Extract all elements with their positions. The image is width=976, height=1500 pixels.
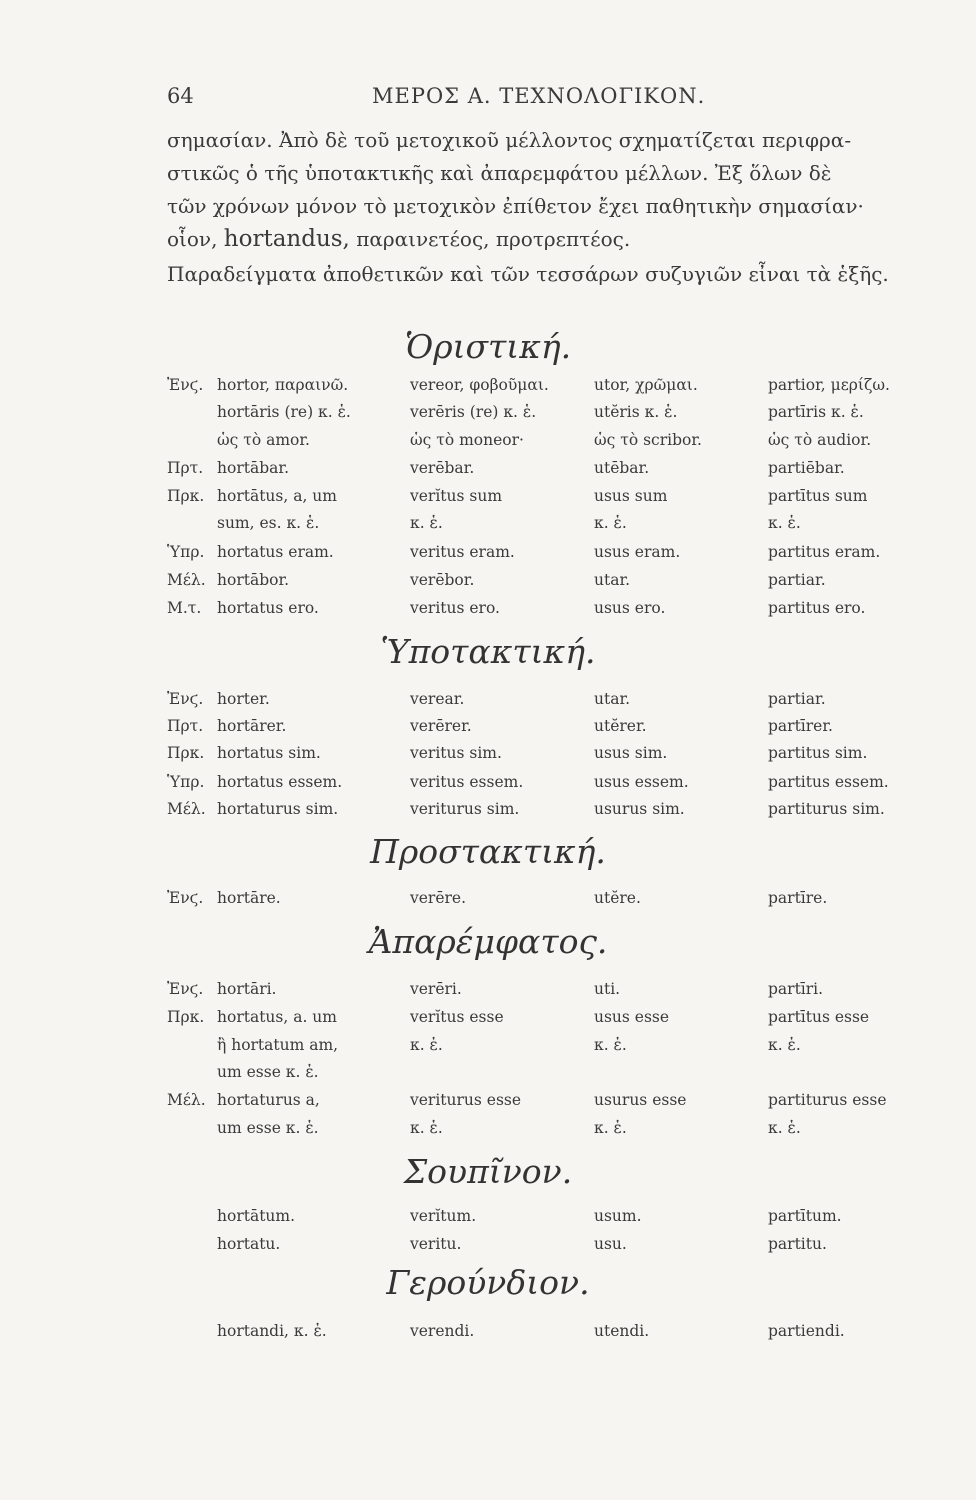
tense-label: Ἐνϛ. [167,980,204,998]
verb-hortor: hortābor. [217,571,290,589]
verb-utor: usus sim. [594,744,668,762]
table-row [0,543,976,569]
verb-partior: partiar. [768,571,826,589]
verb-utor: utendi. [594,1322,650,1340]
tense-label: Μέλ. [167,1091,206,1109]
verb-utor: utar. [594,571,631,589]
table-row [0,1235,976,1261]
verb-utor: usus esse [594,1008,670,1026]
latin-example: hortandus, [223,226,350,252]
table-row [0,1091,976,1117]
tense-label: Πρτ. [167,717,204,735]
verb-partior: partiar. [768,690,826,708]
tense-label: Ὑπρ. [167,543,205,561]
verb-hortor: hortātum. [217,1207,296,1225]
page-header [167,84,887,114]
verb-vereor: veritus sim. [410,744,502,762]
tense-label: Ὑπρ. [167,773,205,791]
verb-hortor: sum, es. κ. ἑ. [217,514,320,532]
verb-partior: partītus esse [768,1008,870,1026]
verb-utor: utĕrer. [594,717,647,735]
verb-partior: partitus sim. [768,744,868,762]
tense-label: Πρκ. [167,744,205,762]
verb-utor: usus sum [594,487,668,505]
verb-hortor: hortatus eram. [217,543,334,561]
tense-label: Μέλ. [167,571,206,589]
verb-partior: κ. ἑ. [768,1119,801,1137]
verb-vereor: verēbar. [410,459,475,477]
verb-utor: κ. ἑ. [594,1119,627,1137]
intro-line: τῶν χρόνων μόνον τὸ μετοχικὸν ἐπίθετον ἔχει παθητικὴν σημασίαν· [167,194,864,218]
verb-hortor: hortābar. [217,459,289,477]
tense-label: Ἐνϛ. [167,690,204,708]
section-heading: Ἀπαρέμφατος. [368,922,608,961]
verb-partior: partiturus esse [768,1091,887,1109]
verb-partior: partīre. [768,889,828,907]
tense-label: Ἐνϛ. [167,376,204,394]
verb-partior: ὡς τὸ audior. [768,431,872,449]
tense-label: Μ.τ. [167,599,202,617]
verb-hortor: hortatu. [217,1235,281,1253]
verb-partior: partitus eram. [768,543,881,561]
verb-utor: usus eram. [594,543,681,561]
section-heading: Σουπῖνον. [403,1152,573,1191]
verb-vereor: κ. ἑ. [410,1119,443,1137]
table-row [0,717,976,743]
verb-vereor: verendi. [410,1322,475,1340]
verb-hortor: hortandi, κ. ἑ. [217,1322,327,1340]
verb-partior: partitus essem. [768,773,889,791]
verb-partior: partiēbar. [768,459,845,477]
verb-vereor: verear. [410,690,465,708]
table-row [0,1008,976,1034]
intro-line: στικῶς ὁ τῆς ὑποτακτικῆς καὶ ἀπαρεμφάτου μέλλων. Ἐξ ὅλων δὲ [167,161,832,185]
verb-vereor: verēri. [410,980,462,998]
verb-partior: partītum. [768,1207,842,1225]
verb-vereor: verērer. [410,717,472,735]
intro-line: σημασίαν. Ἀπὸ δὲ τοῦ μετοχικοῦ μέλλοντος σχηματίζεται περιφρα- [167,128,852,152]
verb-hortor: horter. [217,690,270,708]
verb-partior: partior, μερίζω. [768,376,890,394]
verb-vereor: verēris (re) κ. ἑ. [410,403,537,421]
intro-text: οἷον, [167,227,224,251]
verb-utor: utĕris κ. ἑ. [594,403,678,421]
table-row [0,487,976,513]
verb-vereor: κ. ἑ. [410,514,443,532]
tense-label: Ἐνϛ. [167,889,204,907]
section-heading: Γερούνδιον. [386,1263,590,1302]
verb-partior: partīri. [768,980,824,998]
verb-vereor: verēre. [410,889,467,907]
table-row [0,571,976,597]
verb-hortor: hortatus, a. um [217,1008,337,1026]
verb-vereor: veritu. [410,1235,462,1253]
verb-utor: utar. [594,690,631,708]
verb-partior: partitu. [768,1235,827,1253]
table-row [0,800,976,826]
verb-vereor: veriturus esse [410,1091,522,1109]
verb-utor: usu. [594,1235,627,1253]
verb-utor: κ. ἑ. [594,1036,627,1054]
tense-label: Πρκ. [167,487,205,505]
verb-hortor: hortāre. [217,889,281,907]
verb-vereor: κ. ἑ. [410,1036,443,1054]
table-row [0,431,976,457]
verb-hortor: hortatus essem. [217,773,343,791]
verb-utor: usurus esse [594,1091,687,1109]
table-row [0,773,976,799]
intro-line [167,223,937,256]
verb-partior: κ. ἑ. [768,1036,801,1054]
verb-hortor: hortor, παραινῶ. [217,376,349,394]
table-row [0,1207,976,1233]
verb-utor: utĕre. [594,889,641,907]
verb-partior: partitus ero. [768,599,866,617]
table-row [0,690,976,716]
tense-label: Μέλ. [167,800,206,818]
table-row [0,1322,976,1348]
intro-line: Παραδείγματα ἀποθετικῶν καὶ τῶν τεσσάρων συζυγιῶν εἶναι τὰ ἑξῆς. [167,262,889,286]
verb-hortor: um esse κ. ἑ. [217,1119,319,1137]
table-row [0,376,976,402]
table-row [0,1119,976,1145]
table-row [0,514,976,540]
verb-partior: partīris κ. ἑ. [768,403,864,421]
verb-hortor: hortārer. [217,717,287,735]
verb-partior: partīrer. [768,717,833,735]
verb-utor: κ. ἑ. [594,514,627,532]
table-row [0,599,976,625]
table-row [0,403,976,429]
table-row [0,889,976,915]
table-row [0,744,976,770]
verb-hortor: ὡς τὸ amor. [217,431,310,449]
verb-utor: uti. [594,980,621,998]
verb-hortor: hortāri. [217,980,277,998]
verb-hortor: hortaturus sim. [217,800,339,818]
verb-hortor: um esse κ. ἑ. [217,1063,319,1081]
verb-hortor: hortātus, a, um [217,487,337,505]
intro-paragraph [167,124,937,291]
verb-hortor: ἢ hortatum am, [217,1036,339,1054]
verb-hortor: hortatus ero. [217,599,319,617]
section-heading: Ὑποτακτική. [380,632,596,671]
verb-hortor: hortatus sim. [217,744,321,762]
tense-label: Πρκ. [167,1008,205,1026]
intro-text: παραινετέος, προτρεπτέος. [349,227,631,251]
verb-utor: utēbar. [594,459,650,477]
verb-utor: usurus sim. [594,800,685,818]
table-row [0,459,976,485]
verb-vereor: veriturus sim. [410,800,520,818]
verb-vereor: verĭtus esse [410,1008,504,1026]
verb-partior: partiturus sim. [768,800,885,818]
verb-vereor: veritus eram. [410,543,515,561]
verb-utor: utor, χρῶμαι. [594,376,698,394]
section-heading: Προστακτική. [370,832,606,871]
verb-vereor: verĭtus sum [410,487,503,505]
table-row [0,980,976,1006]
verb-partior: partiendi. [768,1322,845,1340]
verb-vereor: ὡς τὸ moneor· [410,431,524,449]
table-row [0,1063,976,1089]
verb-hortor: hortaturus a, [217,1091,320,1109]
verb-utor: usum. [594,1207,642,1225]
verb-vereor: veritus essem. [410,773,524,791]
running-title: ΜΕΡΟΣ Α. ΤΕΧΝΟΛΟΓΙΚΟΝ. [372,84,706,108]
verb-vereor: verēbor. [410,571,475,589]
verb-partior: κ. ἑ. [768,514,801,532]
verb-vereor: veritus ero. [410,599,500,617]
section-heading: Ὁριστική. [404,327,572,366]
page-number: 64 [167,84,194,108]
verb-utor: usus ero. [594,599,666,617]
table-row [0,1036,976,1062]
verb-vereor: verĭtum. [410,1207,477,1225]
verb-utor: usus essem. [594,773,689,791]
verb-partior: partītus sum [768,487,868,505]
tense-label: Πρτ. [167,459,204,477]
verb-hortor: hortāris (re) κ. ἑ. [217,403,351,421]
verb-utor: ὡς τὸ scribor. [594,431,702,449]
verb-vereor: vereor, φοβοῦμαι. [410,376,549,394]
